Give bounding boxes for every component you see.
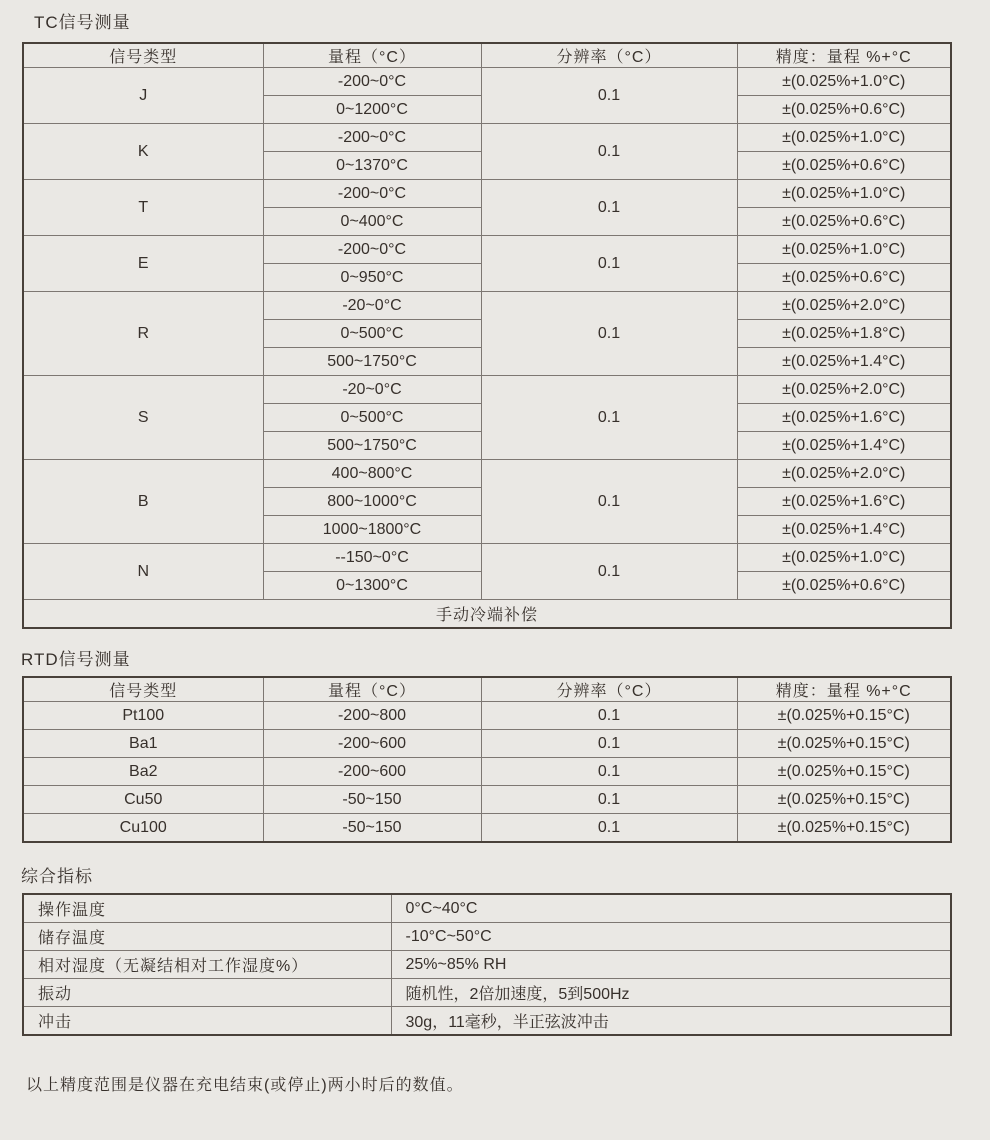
resolution-cell: 0.1 <box>481 702 737 730</box>
resolution-cell: 0.1 <box>481 730 737 758</box>
accuracy-cell: ±(0.025%+0.6°C) <box>737 208 951 236</box>
rtd-header-range: 量程（°C） <box>263 677 481 702</box>
range-cell: -20~0°C <box>263 376 481 404</box>
tc-row <box>23 124 951 152</box>
rtd-row <box>23 814 951 843</box>
resolution-cell: 0.1 <box>481 292 737 376</box>
range-cell: 0~500°C <box>263 320 481 348</box>
tc-header-type: 信号类型 <box>23 43 263 68</box>
resolution-cell: 0.1 <box>481 124 737 180</box>
range-cell: 1000~1800°C <box>263 516 481 544</box>
general-row <box>23 1007 951 1036</box>
signal-type-cell: Cu50 <box>23 786 263 814</box>
accuracy-cell: ±(0.025%+2.0°C) <box>737 292 951 320</box>
accuracy-cell: ±(0.025%+0.6°C) <box>737 152 951 180</box>
resolution-cell: 0.1 <box>481 786 737 814</box>
accuracy-cell: ±(0.025%+0.15°C) <box>737 702 951 730</box>
spec-value-cell: 随机性，2倍加速度，5到500Hz <box>391 979 951 1007</box>
accuracy-cell: ±(0.025%+1.4°C) <box>737 516 951 544</box>
spec-value-cell: 25%~85% RH <box>391 951 951 979</box>
range-cell: --150~0°C <box>263 544 481 572</box>
signal-type-cell: Ba2 <box>23 758 263 786</box>
accuracy-cell: ±(0.025%+1.8°C) <box>737 320 951 348</box>
accuracy-cell: ±(0.025%+0.6°C) <box>737 264 951 292</box>
tc-header-row <box>23 43 951 68</box>
tc-row <box>23 68 951 96</box>
spec-value-cell: 30g，11毫秒，半正弦波冲击 <box>391 1007 951 1036</box>
rtd-section-title: RTD信号测量 <box>21 650 131 669</box>
range-cell: -200~800 <box>263 702 481 730</box>
tc-row <box>23 376 951 404</box>
rtd-header-row <box>23 677 951 702</box>
resolution-cell: 0.1 <box>481 376 737 460</box>
range-cell: 0~1300°C <box>263 572 481 600</box>
range-cell: -50~150 <box>263 786 481 814</box>
accuracy-cell: ±(0.025%+0.6°C) <box>737 572 951 600</box>
rtd-header-resolution: 分辨率（°C） <box>481 677 737 702</box>
signal-type-cell: J <box>23 68 263 124</box>
range-cell: 400~800°C <box>263 460 481 488</box>
tc-header-resolution: 分辨率（°C） <box>481 43 737 68</box>
range-cell: -200~600 <box>263 730 481 758</box>
accuracy-cell: ±(0.025%+1.0°C) <box>737 544 951 572</box>
accuracy-cell: ±(0.025%+1.4°C) <box>737 432 951 460</box>
general-row <box>23 894 951 923</box>
range-cell: 500~1750°C <box>263 348 481 376</box>
tc-section-title: TC信号测量 <box>34 13 131 32</box>
signal-type-cell: Ba1 <box>23 730 263 758</box>
signal-type-cell: R <box>23 292 263 376</box>
tc-footer-row <box>23 600 951 629</box>
range-cell: -200~0°C <box>263 180 481 208</box>
accuracy-cell: ±(0.025%+1.0°C) <box>737 124 951 152</box>
range-cell: -50~150 <box>263 814 481 843</box>
range-cell: -200~0°C <box>263 68 481 96</box>
rtd-row <box>23 786 951 814</box>
range-cell: 800~1000°C <box>263 488 481 516</box>
signal-type-cell: E <box>23 236 263 292</box>
accuracy-cell: ±(0.025%+0.15°C) <box>737 730 951 758</box>
range-cell: -200~0°C <box>263 236 481 264</box>
general-row <box>23 951 951 979</box>
rtd-header-accuracy: 精度：量程 %+°C <box>737 677 951 702</box>
tc-row <box>23 460 951 488</box>
rtd-table <box>22 676 952 843</box>
tc-header-range: 量程（°C） <box>263 43 481 68</box>
resolution-cell: 0.1 <box>481 68 737 124</box>
spec-value-cell: 0°C~40°C <box>391 894 951 923</box>
resolution-cell: 0.1 <box>481 814 737 843</box>
range-cell: 0~1370°C <box>263 152 481 180</box>
range-cell: 0~500°C <box>263 404 481 432</box>
accuracy-cell: ±(0.025%+2.0°C) <box>737 460 951 488</box>
tc-row <box>23 292 951 320</box>
signal-type-cell: S <box>23 376 263 460</box>
tc-table <box>22 42 952 629</box>
tc-row <box>23 544 951 572</box>
signal-type-cell: Cu100 <box>23 814 263 843</box>
accuracy-cell: ±(0.025%+1.6°C) <box>737 488 951 516</box>
accuracy-cell: ±(0.025%+1.6°C) <box>737 404 951 432</box>
signal-type-cell: K <box>23 124 263 180</box>
general-section-title: 综合指标 <box>21 867 93 886</box>
accuracy-cell: ±(0.025%+1.0°C) <box>737 68 951 96</box>
resolution-cell: 0.1 <box>481 758 737 786</box>
rtd-row <box>23 730 951 758</box>
spec-label-cell: 振动 <box>23 979 391 1007</box>
rtd-header-type: 信号类型 <box>23 677 263 702</box>
accuracy-cell: ±(0.025%+2.0°C) <box>737 376 951 404</box>
tc-footer-cell: 手动冷端补偿 <box>23 600 951 629</box>
rtd-row <box>23 758 951 786</box>
spec-label-cell: 相对湿度（无凝结相对工作湿度%） <box>23 951 391 979</box>
range-cell: 0~400°C <box>263 208 481 236</box>
range-cell: 0~950°C <box>263 264 481 292</box>
resolution-cell: 0.1 <box>481 544 737 600</box>
tc-row <box>23 236 951 264</box>
resolution-cell: 0.1 <box>481 236 737 292</box>
general-table <box>22 893 952 1036</box>
range-cell: 500~1750°C <box>263 432 481 460</box>
spec-value-cell: -10°C~50°C <box>391 923 951 951</box>
spec-label-cell: 储存温度 <box>23 923 391 951</box>
spec-label-cell: 冲击 <box>23 1007 391 1036</box>
tc-row <box>23 180 951 208</box>
accuracy-cell: ±(0.025%+0.15°C) <box>737 786 951 814</box>
spec-label-cell: 操作温度 <box>23 894 391 923</box>
range-cell: -200~0°C <box>263 124 481 152</box>
resolution-cell: 0.1 <box>481 180 737 236</box>
signal-type-cell: Pt100 <box>23 702 263 730</box>
accuracy-note: 以上精度范围是仪器在充电结束(或停止)两小时后的数值。 <box>26 1077 464 1094</box>
signal-type-cell: N <box>23 544 263 600</box>
accuracy-cell: ±(0.025%+1.0°C) <box>737 236 951 264</box>
general-row <box>23 923 951 951</box>
range-cell: -20~0°C <box>263 292 481 320</box>
accuracy-cell: ±(0.025%+0.6°C) <box>737 96 951 124</box>
signal-type-cell: B <box>23 460 263 544</box>
range-cell: -200~600 <box>263 758 481 786</box>
range-cell: 0~1200°C <box>263 96 481 124</box>
accuracy-cell: ±(0.025%+0.15°C) <box>737 814 951 843</box>
tc-header-accuracy: 精度：量程 %+°C <box>737 43 951 68</box>
accuracy-cell: ±(0.025%+1.0°C) <box>737 180 951 208</box>
resolution-cell: 0.1 <box>481 460 737 544</box>
accuracy-cell: ±(0.025%+0.15°C) <box>737 758 951 786</box>
general-row <box>23 979 951 1007</box>
accuracy-cell: ±(0.025%+1.4°C) <box>737 348 951 376</box>
signal-type-cell: T <box>23 180 263 236</box>
rtd-row <box>23 702 951 730</box>
